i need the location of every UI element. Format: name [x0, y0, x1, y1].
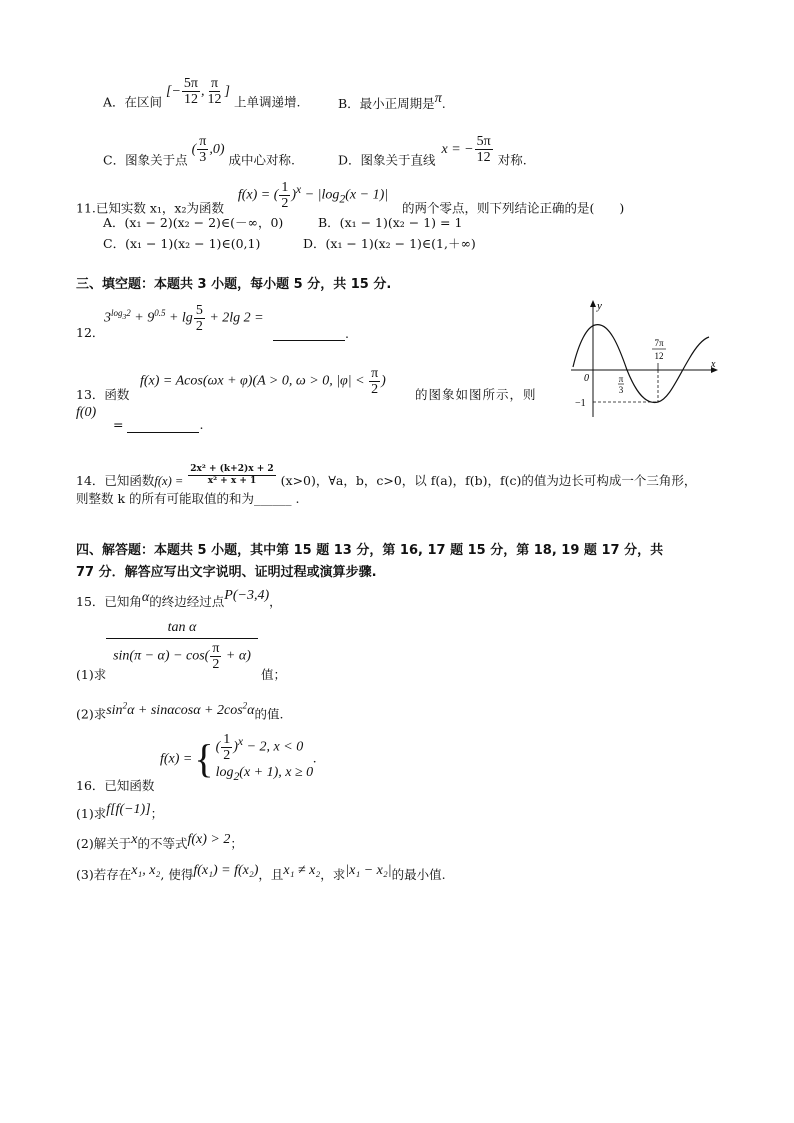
q14-stem — [76, 464, 697, 493]
q15-stem-mid: 的终边经过点 — [149, 594, 225, 609]
graph-tick-7pi12: 7π — [654, 338, 664, 348]
q14-func: f(x) = — [154, 474, 184, 488]
q16-case1: ( $\frac{1}{2}$ )$^x$ − 2, x < 0 — [215, 732, 304, 763]
q16-function: f(x) ={ ( $\frac{1}{2}$ )$^x$ − 2, x < 0 $\log_2(x + 1)$, x ≥ 0 . — [160, 732, 317, 787]
q10-option-a-interval: [− $\frac{5\pi}{12}$ , $\frac{\pi}{12}$ ] — [166, 76, 230, 107]
q13-function: f(x) = Acos(ωx + φ)(A > 0, ω > 0, |φ| < $\frac{\pi}{2}$ ) — [140, 366, 386, 397]
q10-option-a-text: A．在区间 — [103, 94, 163, 110]
q15-part2: (2)求$\sin^2\alpha + \sin\alpha\cos\alpha + 2\cos^2\alpha$的值. — [76, 700, 284, 722]
q12-answer-blank[interactable] — [273, 326, 345, 341]
q15-part1: (1)求 — [76, 667, 107, 682]
q11-function: f(x) = ( $\frac{1}{2}$ )$^x - |\log_2(x - 1)|$ — [237, 180, 389, 211]
graph-origin-label: 0 — [584, 373, 589, 384]
graph-tick-pi3: π — [618, 374, 624, 384]
q12-expression: $3^{log_32} + 9^{0.5} + \lg$ $\frac{5}{2}$ + 2lg 2 = — [104, 303, 264, 334]
q15-stem-pre: 15．已知角 — [76, 594, 142, 609]
q10-option-d-text: D．图象关于直线 — [338, 152, 436, 168]
section-4-line2: 77 分．解答应写出文字说明、证明过程或演算步骤. — [76, 565, 377, 580]
q12-number: 12． — [76, 325, 105, 340]
q10-option-b-math: π — [434, 91, 442, 106]
q14-post: (x>0)，∀a，b，c>0，以 f(a)，f(b)，f(c)的值为边长可构成一个三角形， — [280, 473, 697, 488]
q11-option-a: A．(x₁ − 2)(x₂ − 2)∈(－∞，0) — [103, 215, 284, 230]
q10-option-b: B．最小正周期是π. — [338, 91, 446, 111]
q10-option-d-line: x = − $\frac{5\pi}{12}$ — [441, 134, 491, 165]
q16-part1-expr: f[f(−1)] — [106, 802, 151, 817]
q16-part1: (1)求f[f(−1)]； — [76, 802, 164, 821]
q10-option-c-point: ( $\frac{\pi}{3}$ ,0) — [191, 134, 225, 165]
q15-alpha: α — [141, 590, 150, 605]
q13-stem: 13．函数 — [76, 387, 130, 402]
q10-option-c — [103, 134, 295, 177]
q11-option-d: D．(x₁ − 1)(x₂ − 1)∈(1,＋∞) — [303, 236, 476, 251]
q15-point: P(−3,4) — [224, 588, 270, 603]
q15-stem: 15．已知角α的终边经过点P(−3,4)， — [76, 588, 282, 609]
graph-tick-neg1: −1 — [575, 398, 586, 409]
section-3-title: 三、填空题：本题共 3 小题，每小题 5 分，共 15 分. — [76, 277, 392, 292]
q10-option-c-text: C．图象关于点 — [103, 152, 188, 168]
q13-stem-post: 的图象如图所示，则 — [415, 387, 537, 402]
q10-option-a-post: 上单调递增. — [233, 94, 301, 110]
q14-fraction: $\frac{\text{2x² + (k+2)x + 2}}{\text{x² + x + 1}}$ — [190, 464, 274, 486]
q10-option-c-post: 成中心对称. — [228, 152, 295, 168]
q14-pre: 14．已知函数 — [76, 473, 155, 488]
q16-stem: 16．已知函数 — [76, 778, 155, 793]
q16-part3: (3)若存在x₁, x₂, 使得f(x₁) = f(x₂)，且x₁ ≠ x₂，求|x₁ − x₂|的最小值. — [76, 863, 446, 882]
q16-part2-expr: f(x) > 2 — [187, 832, 231, 847]
q12 — [76, 325, 104, 341]
q15-part1-post: 值； — [261, 667, 287, 682]
svg-text:12: 12 — [654, 351, 664, 361]
q10-option-b-text: B．最小正周期是 — [338, 96, 435, 111]
q10-option-d-post: 对称. — [497, 152, 527, 168]
q10-option-a — [103, 76, 301, 119]
q13-graph — [565, 297, 725, 422]
q13-equals: = — [113, 417, 124, 432]
svg-text:3: 3 — [618, 385, 624, 395]
q13-answer-blank[interactable] — [127, 418, 199, 433]
q15-fraction-den: sin(π − α) − cos( $\frac{\pi}{2}$ + α) — [113, 641, 251, 672]
graph-y-arrow — [590, 300, 596, 307]
q13-answer: = . — [113, 417, 204, 432]
q15-fraction-num: tan α — [106, 620, 258, 639]
q10-option-d — [338, 134, 527, 177]
q11-option-b: B．(x₁ − 1)(x₂ − 1) = 1 — [318, 215, 463, 230]
section-4-line1: 四、解答题：本题共 5 小题，其中第 15 题 13 分，第 16, 17 题 15 分，第 18, 19 题 17 分，共 — [76, 543, 664, 558]
graph-x-label: x — [711, 359, 716, 370]
q14-line2: 则整数 k 的所有可能取值的和为______ . — [76, 491, 300, 506]
graph-y-label: y — [597, 300, 602, 312]
q13-ask: f(0) — [76, 405, 97, 420]
q16-case2: $\log_2(x + 1)$, x ≥ 0 — [215, 765, 314, 783]
q11-stem-post: 的两个零点，则下列结论正确的是( ) — [401, 200, 625, 216]
q16-part2: (2)解关于x的不等式f(x) > 2； — [76, 832, 243, 851]
q11-stem-pre: 11.已知实数 x₁，x₂为函数 — [76, 200, 224, 216]
q15-fraction — [106, 620, 258, 672]
q15-part2-expr: $\sin^2\alpha + \sin\alpha\cos\alpha + 2\cos^2\alpha$ — [106, 700, 255, 718]
q11-option-c: C．(x₁ − 1)(x₂ − 1)∈(0,1) — [103, 236, 261, 251]
